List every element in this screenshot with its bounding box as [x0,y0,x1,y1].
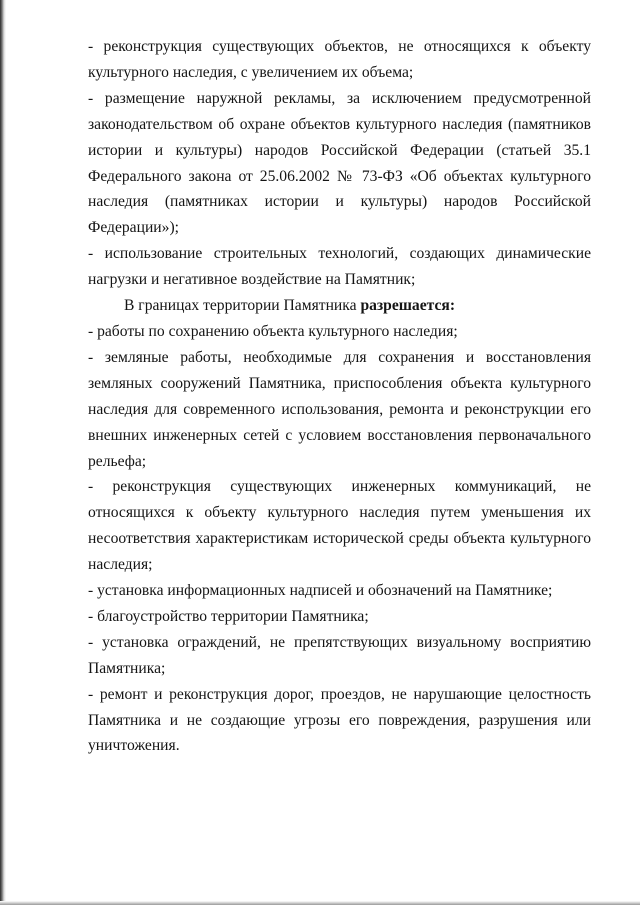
paragraph-reconstruction: - реконструкция существующих объектов, не относящихся к объекту культурного наследия, с увеличением их объема; [88,38,591,81]
paragraph-advertising: - размещение наружной рекламы, за исключением предусмотренной законодательством об охране объектов культурного наследия (памятников истории и культуры) народов Российской Федерации (статьей 35.1 Федерального закона от 25.06.2002 № 73-ФЗ «Об объектах культурного наследия (памятниках истории и культуры) народов Российской Федерации»); [88,89,591,237]
scan-shadow-edge [0,0,6,905]
allowed-item-utilities: - реконструкция существующих инженерных коммуникаций, не относящихся к объекту культурного наследия путем уменьшения их несоответствия характеристикам исторической среды объекта культурного наследия; [88,478,591,574]
allowed-heading-intro: В границах территории Памятника [124,297,357,315]
document-body [88,34,591,759]
allowed-heading-bold: разрешается: [360,297,456,315]
allowed-item-earthworks: - земляные работы, необходимые для сохранения и восстановления земляных сооружений Памятника, приспособления объекта культурного наследия для современного использования, ремонта и реконструкции его внешних инженерных сетей с условием восстановления первоначального рельефа; [88,348,591,470]
allowed-item-signs: - установка информационных надписей и обозначений на Памятнике; [88,582,553,600]
allowed-item-fences: - установка ограждений, не препятствующих визуальному восприятию Памятника; [88,633,591,677]
allowed-item-preservation: - работы по сохранению объекта культурного наследия; [88,322,458,340]
scan-shadow-bottom [0,901,640,905]
paragraph-building-technologies: - использование строительных технологий, создающих динамические нагрузки и негативное воздействие на Памятник; [88,245,591,289]
allowed-item-landscaping: - благоустройство территории Памятника; [88,607,369,625]
allowed-item-roads: - ремонт и реконструкция дорог, проездов, не нарушающие целостность Памятника и не создающие угрозы его повреждения, разрушения или уничтожения. [88,685,591,755]
allowed-heading [88,293,591,319]
